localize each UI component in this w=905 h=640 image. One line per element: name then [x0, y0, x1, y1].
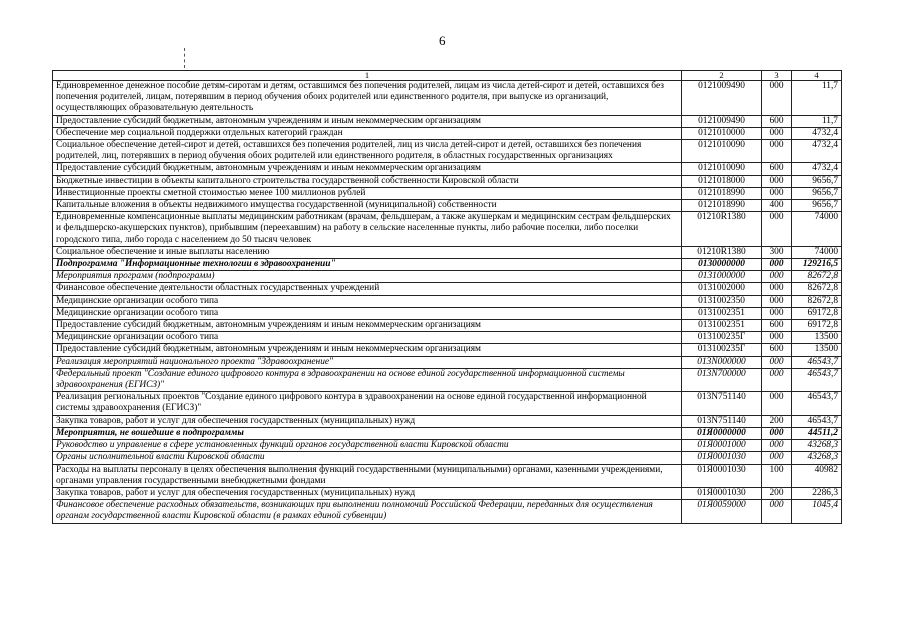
row-vr-cell: 000	[762, 259, 792, 271]
row-code-cell: 0131002350	[682, 295, 762, 307]
row-amount-cell: 40982	[792, 464, 842, 487]
table-row	[53, 320, 842, 332]
row-code-cell: 0130000000	[682, 259, 762, 271]
row-name-cell: Реализация мероприятий национального проекта "Здравоохранение"	[53, 356, 682, 368]
row-code-cell: 013100235Г	[682, 344, 762, 356]
row-name-cell: Финансовое обеспечение деятельности областных государственных учреждений	[53, 283, 682, 295]
row-vr-cell: 000	[762, 271, 792, 283]
row-amount-cell: 44511,2	[792, 427, 842, 439]
row-code-cell: 0131002351	[682, 307, 762, 319]
table-row	[53, 140, 842, 163]
table-row	[53, 392, 842, 415]
row-vr-cell: 000	[762, 187, 792, 199]
row-name-cell: Мероприятия, не вошедшие в подпрограммы	[53, 427, 682, 439]
row-code-cell: 013N000000	[682, 356, 762, 368]
row-name-cell: Реализация региональных проектов "Создание единого цифрового контура в здравоохранении на основе единой государственной информационной системы здравоохранения (ЕГИСЗ)"	[53, 392, 682, 415]
table-row	[53, 487, 842, 499]
row-amount-cell: 13500	[792, 344, 842, 356]
row-amount-cell: 82672,8	[792, 283, 842, 295]
row-name-cell: Предоставление субсидий бюджетным, автономным учреждениям и иным некоммерческим организациям	[53, 344, 682, 356]
row-name-cell: Бюджетные инвестиции в объекты капитального строительства государственной собственности Кировской области	[53, 175, 682, 187]
table-row	[53, 332, 842, 344]
table-row	[53, 344, 842, 356]
row-amount-cell: 46543,7	[792, 356, 842, 368]
row-vr-cell: 000	[762, 81, 792, 116]
row-amount-cell: 13500	[792, 332, 842, 344]
row-code-cell: 01210R1380	[682, 212, 762, 247]
table-row	[53, 259, 842, 271]
row-amount-cell: 9656,7	[792, 175, 842, 187]
row-name-cell: Предоставление субсидий бюджетным, автономным учреждениям и иным некоммерческим организациям	[53, 115, 682, 127]
row-amount-cell: 43268,3	[792, 452, 842, 464]
row-code-cell: 0121010000	[682, 127, 762, 139]
table-row	[53, 127, 842, 139]
row-amount-cell: 9656,7	[792, 200, 842, 212]
table-row	[53, 212, 842, 247]
header-cell-name: 1	[53, 71, 682, 81]
row-vr-cell: 000	[762, 295, 792, 307]
row-vr-cell: 000	[762, 307, 792, 319]
header-cell-code: 2	[682, 71, 762, 81]
row-name-cell: Обеспечение мер социальной поддержки отдельных категорий граждан	[53, 127, 682, 139]
row-vr-cell: 600	[762, 320, 792, 332]
row-code-cell: 01Я0001000	[682, 440, 762, 452]
row-name-cell: Капитальные вложения в объекты недвижимого имущества государственной (муниципальной) собственности	[53, 200, 682, 212]
row-amount-cell: 46543,7	[792, 415, 842, 427]
row-vr-cell: 000	[762, 175, 792, 187]
table-row	[53, 246, 842, 258]
row-code-cell: 013N751140	[682, 392, 762, 415]
row-amount-cell: 74000	[792, 212, 842, 247]
table-row	[53, 464, 842, 487]
row-vr-cell: 200	[762, 415, 792, 427]
table-header-row	[53, 71, 842, 81]
row-code-cell: 0131000000	[682, 271, 762, 283]
row-amount-cell: 69172,8	[792, 307, 842, 319]
row-vr-cell: 000	[762, 368, 792, 391]
table-row	[53, 81, 842, 116]
table-row	[53, 427, 842, 439]
table-row	[53, 283, 842, 295]
row-code-cell: 013100235Г	[682, 332, 762, 344]
row-name-cell: Мероприятия программ (подпрограмм)	[53, 271, 682, 283]
table-row	[53, 500, 842, 523]
table-row	[53, 200, 842, 212]
table-row	[53, 356, 842, 368]
table-row	[53, 115, 842, 127]
table-row	[53, 452, 842, 464]
row-name-cell: Социальное обеспечение и иные выплаты населению	[53, 246, 682, 258]
row-vr-cell: 600	[762, 163, 792, 175]
row-vr-cell: 300	[762, 246, 792, 258]
margin-tick-mark	[184, 48, 186, 68]
row-code-cell: 0121018000	[682, 175, 762, 187]
row-vr-cell: 000	[762, 283, 792, 295]
row-name-cell: Финансовое обеспечение расходных обязательств, возникающих при выполнении полномочий Российской Федерации, переданных для осуществления органам государственной власти Кировской области (в рамках единой субвенции)	[53, 500, 682, 523]
row-amount-cell: 69172,8	[792, 320, 842, 332]
row-vr-cell: 200	[762, 487, 792, 499]
row-amount-cell: 74000	[792, 246, 842, 258]
row-name-cell: Единовременное денежное пособие детям-сиротам и детям, оставшимся без попечения родителей, лицам из числа детей-сирот и детей, оставшихся без попечения родителей, лицам, потерявшим в период обучения обоих родителей или единственного родителя, при выпуске из организаций, осуществляющих образовательную деятельность	[53, 81, 682, 116]
row-name-cell: Медицинские организации особого типа	[53, 295, 682, 307]
row-vr-cell: 600	[762, 115, 792, 127]
row-amount-cell: 46543,7	[792, 368, 842, 391]
table-row	[53, 307, 842, 319]
row-name-cell: Закупка товаров, работ и услуг для обеспечения государственных (муниципальных) нужд	[53, 415, 682, 427]
row-code-cell: 01Я0001030	[682, 452, 762, 464]
row-amount-cell: 1045,4	[792, 500, 842, 523]
row-name-cell: Закупка товаров, работ и услуг для обеспечения государственных (муниципальных) нужд	[53, 487, 682, 499]
row-name-cell: Предоставление субсидий бюджетным, автономным учреждениям и иным некоммерческим организациям	[53, 163, 682, 175]
row-name-cell: Предоставление субсидий бюджетным, автономным учреждениям и иным некоммерческим организациям	[53, 320, 682, 332]
row-code-cell: 013N700000	[682, 368, 762, 391]
row-name-cell: Органы исполнительной власти Кировской области	[53, 452, 682, 464]
row-name-cell: Единовременные компенсационные выплаты медицинским работникам (врачам, фельдшерам, а также акушеркам и медицинским сестрам фельдшерских и фельдшерско-акушерских пунктов), прибывшим (переехавшим) на работу в сельские населенные пункты, либо рабочие поселки, либо поселки городского типа, либо города с населением до 50 тысяч человек	[53, 212, 682, 247]
row-code-cell: 01Я0001030	[682, 464, 762, 487]
row-amount-cell: 82672,8	[792, 271, 842, 283]
header-cell-vr: 3	[762, 71, 792, 81]
row-vr-cell: 000	[762, 500, 792, 523]
row-name-cell: Федеральный проект "Создание единого цифрового контура в здравоохранении на основе единой государственной информационной системы здравоохранения (ЕГИСЗ)"	[53, 368, 682, 391]
table-row	[53, 175, 842, 187]
table-row	[53, 295, 842, 307]
table-row	[53, 163, 842, 175]
header-cell-amount: 4	[792, 71, 842, 81]
table-row	[53, 440, 842, 452]
row-name-cell: Руководство и управление в сфере установленных функций органов государственной власти Кировской области	[53, 440, 682, 452]
row-amount-cell: 4732,4	[792, 127, 842, 139]
row-code-cell: 0121018990	[682, 200, 762, 212]
row-amount-cell: 4732,4	[792, 140, 842, 163]
row-code-cell: 0121010090	[682, 163, 762, 175]
row-vr-cell: 000	[762, 356, 792, 368]
row-name-cell: Медицинские организации особого типа	[53, 307, 682, 319]
row-code-cell: 0121018990	[682, 187, 762, 199]
row-amount-cell: 2286,3	[792, 487, 842, 499]
row-name-cell: Расходы на выплаты персоналу в целях обеспечения выполнения функций государственными (муниципальными) органами, казенными учреждениями, органами управления государственными внебюджетными фондами	[53, 464, 682, 487]
row-vr-cell: 000	[762, 332, 792, 344]
row-code-cell: 0121009490	[682, 81, 762, 116]
row-amount-cell: 9656,7	[792, 187, 842, 199]
row-code-cell: 0121009490	[682, 115, 762, 127]
row-vr-cell: 100	[762, 464, 792, 487]
row-vr-cell: 600	[762, 344, 792, 356]
budget-table	[52, 70, 842, 524]
row-vr-cell: 000	[762, 127, 792, 139]
row-vr-cell: 000	[762, 140, 792, 163]
row-amount-cell: 43268,3	[792, 440, 842, 452]
row-name-cell: Социальное обеспечение детей-сирот и детей, оставшихся без попечения родителей, лиц из числа детей-сирот и детей, оставшихся без попечения родителей, лиц, потерявших в период обучения обоих родителей или единственного родителя, в областных государственных организациях	[53, 140, 682, 163]
row-amount-cell: 82672,8	[792, 295, 842, 307]
table-row	[53, 187, 842, 199]
row-code-cell: 01Я0001030	[682, 487, 762, 499]
row-vr-cell: 000	[762, 440, 792, 452]
row-code-cell: 0131002000	[682, 283, 762, 295]
row-amount-cell: 46543,7	[792, 392, 842, 415]
table-row	[53, 368, 842, 391]
row-code-cell: 0121010090	[682, 140, 762, 163]
row-code-cell: 013N751140	[682, 415, 762, 427]
row-code-cell: 01210R1380	[682, 246, 762, 258]
row-vr-cell: 000	[762, 452, 792, 464]
row-vr-cell: 000	[762, 392, 792, 415]
row-vr-cell: 000	[762, 427, 792, 439]
row-name-cell: Подпрограмма "Информационные технологии в здравоохранении"	[53, 259, 682, 271]
row-name-cell: Медицинские организации особого типа	[53, 332, 682, 344]
row-vr-cell: 000	[762, 212, 792, 247]
row-amount-cell: 11,7	[792, 115, 842, 127]
row-code-cell: 01Я0059000	[682, 500, 762, 523]
row-code-cell: 01Я0000000	[682, 427, 762, 439]
table-row	[53, 415, 842, 427]
row-code-cell: 0131002351	[682, 320, 762, 332]
row-amount-cell: 129216,5	[792, 259, 842, 271]
row-amount-cell: 4732,4	[792, 163, 842, 175]
table-row	[53, 271, 842, 283]
row-amount-cell: 11,7	[792, 81, 842, 116]
row-name-cell: Инвестиционные проекты сметной стоимостью менее 100 миллионов рублей	[53, 187, 682, 199]
page-number: 6	[439, 33, 446, 48]
row-vr-cell: 400	[762, 200, 792, 212]
